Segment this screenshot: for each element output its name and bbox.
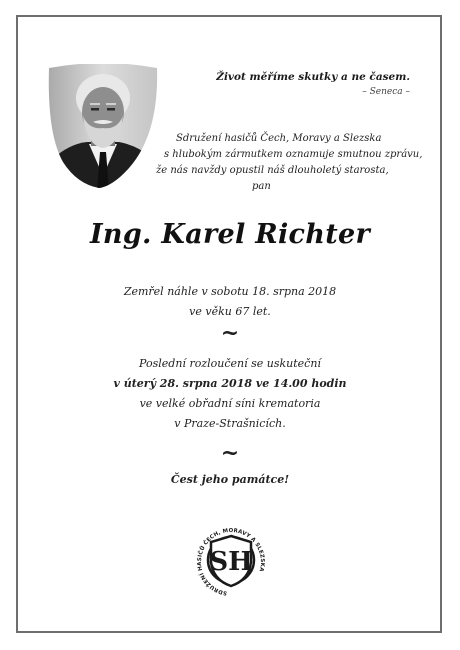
announcement <box>150 131 423 195</box>
announcement-line: že nás navždy opustil náš dlouholetý starosta, <box>156 165 389 176</box>
deceased-name: Ing. Karel Richter <box>89 219 370 250</box>
organization-logo <box>193 522 269 598</box>
logo-ring-text: SDRUŽENÍ HASIČŮ ČECH, MORAVY A SLEZSKA <box>196 527 266 596</box>
motto <box>216 70 410 100</box>
separator: ~ <box>220 320 240 346</box>
closing-text: Čest jeho památce! <box>170 473 290 486</box>
farewell-line: ve velké obřadní síni krematoria <box>139 397 321 410</box>
motto-quote: Život měříme skutky a ne časem. <box>216 71 410 83</box>
death-line: Zemřel náhle v sobotu 18. srpna 2018 <box>123 285 337 298</box>
motto-author: – Seneca – <box>362 87 410 97</box>
death-line: ve věku 67 let. <box>189 305 271 318</box>
farewell-line: Poslední rozloučení se uskuteční <box>139 357 321 370</box>
logo-monogram: SH <box>209 547 253 577</box>
announcement-line: pan <box>252 181 271 192</box>
death-info <box>0 282 460 322</box>
farewell-line: v Praze-Strašnicích. <box>174 417 286 430</box>
announcement-line: s hlubokým zármutkem oznamuje smutnou zprávu, <box>164 149 423 160</box>
farewell-date: v úterý 28. srpna 2018 ve 14.00 hodin <box>113 377 347 390</box>
announcement-line: Sdružení hasičů Čech, Moravy a Slezska <box>176 133 382 144</box>
separator: ~ <box>220 440 240 466</box>
farewell-info <box>0 354 460 434</box>
portrait-photo <box>47 64 159 190</box>
